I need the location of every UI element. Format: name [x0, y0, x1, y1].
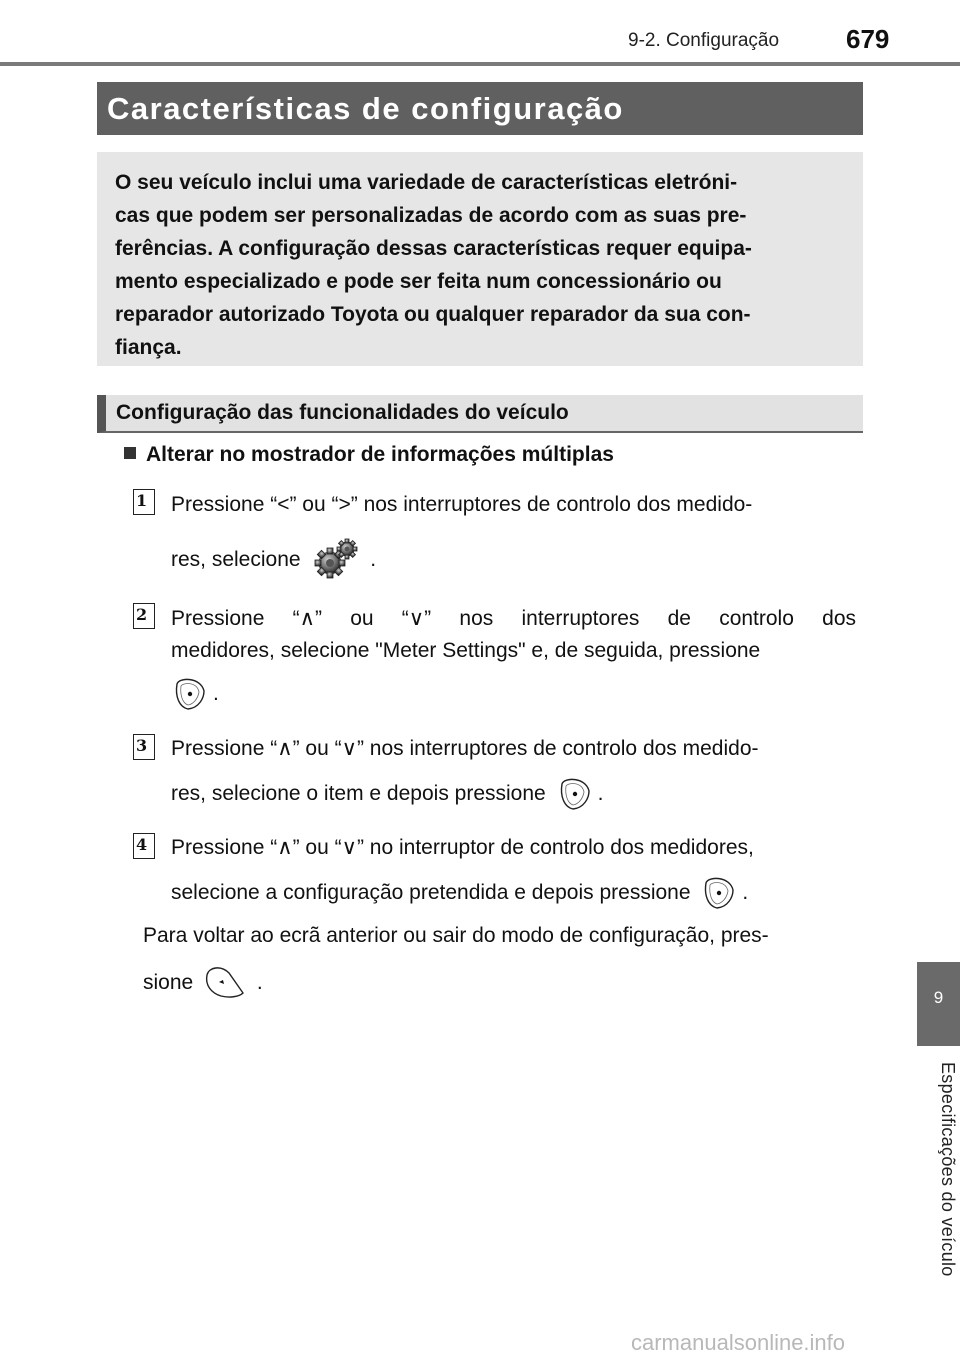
step-number: 3	[133, 734, 155, 760]
bullet-heading-text: Alterar no mostrador de informações múltiplas	[146, 443, 614, 466]
step-2	[171, 604, 856, 714]
ok-button-icon	[556, 774, 594, 812]
note-line: sione	[143, 971, 194, 994]
section-subheading: Configuração das funcionalidades do veículo	[97, 395, 863, 433]
page-number: 679	[846, 24, 890, 54]
step-4	[171, 833, 856, 913]
ok-button-icon	[700, 873, 738, 911]
intro-line: O seu veículo inclui uma variedade de características eletróni-	[115, 171, 738, 194]
step-number: 4	[133, 833, 155, 859]
step-number: 2	[133, 603, 155, 629]
step-line: Pressione “<” ou “>” nos interruptores de controlo dos medido-	[171, 493, 753, 516]
intro-line: fiança.	[115, 336, 182, 359]
bullet-heading	[124, 443, 614, 467]
step-3	[171, 734, 856, 814]
step-line: Pressione “∧” ou “∨” no interruptor de controlo dos medidores,	[171, 836, 754, 859]
step-line: Pressione “∧” ou “∨” nos interruptores de controlo dos medido-	[171, 737, 759, 760]
step-number: 1	[133, 489, 155, 515]
step-line: .	[597, 782, 604, 805]
back-button-icon	[203, 963, 247, 1001]
chapter-tab: 9	[917, 962, 960, 1046]
watermark: carmanualsonline.info	[631, 1330, 846, 1355]
step-line: medidores, selecione "Meter Settings" e, de seguida, pressione	[171, 639, 761, 662]
step-line: .	[742, 881, 749, 904]
square-bullet-icon	[124, 447, 136, 459]
step-line: Pressione “∧” ou “∨” nos interruptores de controlo dos	[171, 607, 856, 630]
settings-gear-icon	[312, 536, 360, 584]
step-line: res, selecione	[171, 548, 301, 571]
note-line: Para voltar ao ecrã anterior ou sair do modo de configuração, pres-	[143, 924, 769, 947]
step-line: res, selecione o item e depois pressione	[171, 782, 546, 805]
chapter-label: Especificações do veículo	[938, 1062, 958, 1277]
intro-line: mento especializado e pode ser feita num concessionário ou	[115, 270, 722, 293]
header-section: 9-2. Configuração	[628, 30, 780, 51]
step-line: .	[213, 682, 219, 705]
step-1	[171, 490, 856, 584]
header-divider	[0, 62, 960, 66]
intro-line: cas que podem ser personalizadas de acordo com as suas pre-	[115, 204, 747, 227]
ok-button-icon	[171, 674, 209, 712]
note-line: .	[256, 971, 263, 994]
intro-line: reparador autorizado Toyota ou qualquer reparador da sua con-	[115, 303, 751, 326]
step-line: .	[370, 548, 377, 571]
intro-line: ferências. A configuração dessas características requer equipa-	[115, 237, 752, 260]
page-title: Características de configuração	[97, 82, 863, 135]
intro-box	[97, 152, 863, 366]
back-note	[143, 921, 856, 1003]
step-line: selecione a configuração pretendida e depois pressione	[171, 881, 691, 904]
